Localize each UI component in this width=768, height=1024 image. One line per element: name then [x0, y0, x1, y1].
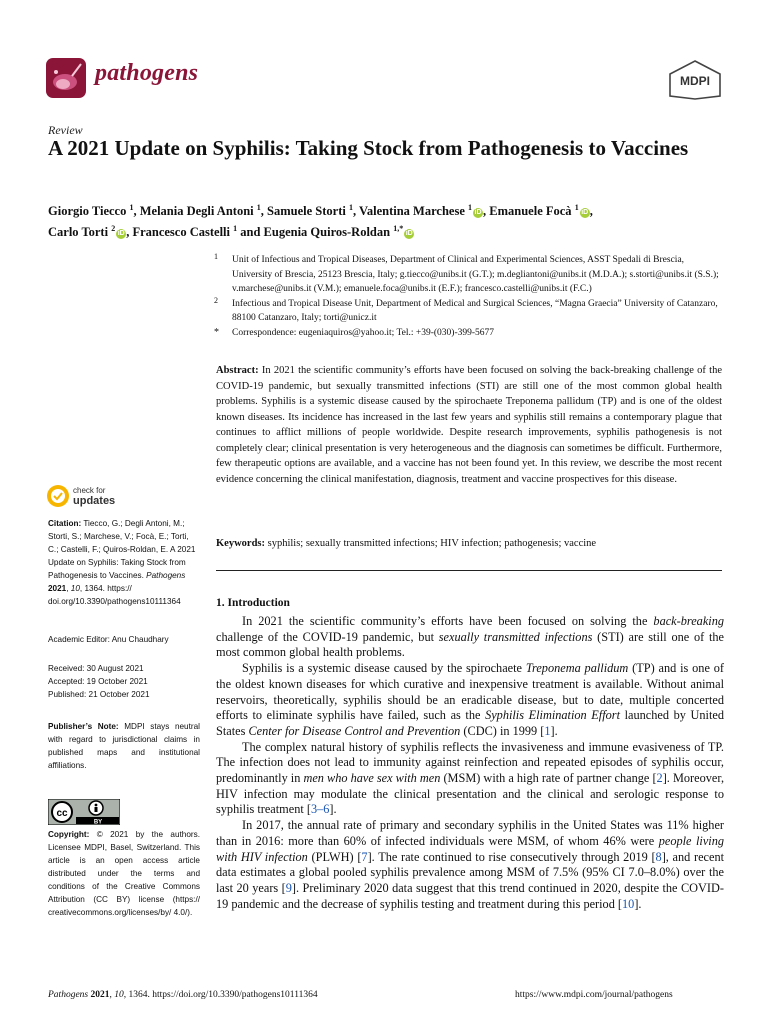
reference-link[interactable]: 7	[361, 849, 368, 864]
author-separator: ,	[260, 204, 268, 219]
orcid-icon[interactable]: iD	[117, 230, 125, 238]
author-affiliation-mark: 2	[111, 224, 116, 234]
author-affiliation-mark: 1	[468, 203, 473, 212]
author-name: Carlo Torti	[48, 225, 109, 240]
text-run: (MSM) with a high rate of partner change [	[440, 771, 657, 786]
mdpi-logo-text: MDPI	[680, 74, 710, 88]
citation-year: 2021	[48, 584, 67, 593]
footer-volume: 10	[114, 990, 124, 1000]
citation-text: Tiecco, G.; Degli Antoni, M.; Storti, S.; Marchese, V.; Focà, E.; Torti, C.; Castelli, F.; Quiros-Roldan, E. A 2021 Update on Syphilis: Taking Stock from Pathogenesis to Vaccines.	[48, 519, 196, 580]
footer-journal-url[interactable]: https://www.mdpi.com/journal/pathogens	[515, 990, 673, 1000]
received-date: Received: 30 August 2021	[48, 664, 144, 673]
publishers-note-label: Publisher’s Note:	[48, 722, 119, 731]
body-paragraph	[216, 661, 724, 740]
text-run: launched by United States	[216, 708, 724, 738]
author-name: Valentina Marchese	[358, 204, 465, 219]
author-affiliation-mark: 1	[233, 224, 238, 234]
footer-doi[interactable]: , 1364. https://doi.org/10.3390/pathogens10111364	[123, 990, 318, 1000]
journal-name: pathogens	[95, 60, 199, 86]
keywords	[216, 536, 722, 551]
citation-journal: Pathogens	[146, 571, 186, 580]
italic-term: Treponema pallidum	[525, 661, 629, 676]
publishers-note-text: MDPI stays neutral with regard to jurisdictional claims in published maps and institutional affiliations.	[48, 722, 200, 770]
author-affiliation-mark: 1,*	[393, 224, 404, 234]
orcid-icon[interactable]: iD	[405, 230, 413, 238]
text-run: challenge of the COVID-19 pandemic, but	[216, 629, 439, 644]
author-affiliation-mark: 1	[574, 203, 579, 212]
affiliation-mark: 1	[214, 252, 218, 261]
text-run: (TP) and is one of the oldest known diseases for which curative and inexpensive treatment is available. Without animal reservoirs, theoretically, syphilis should be an eradicable disease, but to date, multiple concerted efforts to eliminate syphilis have failed, such as the	[216, 661, 724, 723]
author-list	[48, 199, 728, 241]
author-name: Eugenia Quiros-Roldan	[263, 225, 391, 240]
text-run: ]. Moreover, HIV infection may modulate the clinical presentation and the clinical and serologic response to syphilis treatment [	[216, 771, 725, 817]
text-run: (STI) are still one of the most common global health problems.	[216, 629, 724, 660]
text-run: Syphilis is a systemic disease caused by the spirochaete	[242, 661, 526, 676]
footer-citation: Pathogens 2021, 10, 1364. https://doi.org/10.3390/pathogens10111364	[48, 990, 318, 1000]
publishers-note	[48, 720, 200, 772]
author-name: Giorgio Tiecco	[48, 204, 127, 219]
abstract-text: In 2021 the scientific community’s efforts have been focused on solving the back-breaking challenge of the COVID-19 pandemic, but sexually transmitted infections (STI) are still one of the most common global health problems. Syphilis is a systemic disease caused by the spirochaete Treponema pallidum (TP) and is one of the oldest known diseases. Its incidence has increased in the last few years and syphilis still remains a contemporary plague that continues to afflict millions of people worldwide. Despite research improvements, syphilis pathogenesis is not completely clear; clinical presentation is very heterogeneous and the diagnosis can sometimes be difficult. Furthermore, few therapeutic options are available, and a vaccine has not been found yet. In this review, we describe the most recent evidence concerning the clinical manifestation, diagnosis, treatment and vaccine prospectives for this disease.	[216, 365, 723, 485]
affiliation-text: Correspondence: eugeniaquiros@yahoo.it; Tel.: +39-(030)-399-5677	[232, 327, 495, 338]
text-run: In 2021 the scientific community’s efforts have been focused on solving the	[242, 614, 654, 628]
citation: Citation: Tiecco, G.; Degli Antoni, M.; Storti, S.; Marchese, V.; Focà, E.; Torti, C.; Castelli, F.; Quiros-Roldan, E. A 2021 Update on Syphilis: Taking Stock from Pathogenesis to Vaccines. Pathogens 2021, 10, 1364. https:// doi.org/10.3390/pathogens10111364	[48, 519, 196, 606]
published-date: Published: 21 October 2021	[48, 690, 150, 699]
copyright	[48, 828, 200, 919]
italic-term: men who have sex with men	[303, 771, 441, 786]
italic-term: sexually transmitted infections	[438, 629, 593, 644]
cc-by-license-icon[interactable]	[48, 799, 120, 825]
svg-text:cc: cc	[56, 808, 68, 819]
text-run: ]. Preliminary 2020 data suggest that this trend continued in 2020, despite the COVID-19 pandemic and the decrease of syphilis testing and treatment during this period [	[216, 880, 724, 911]
check-for-updates-badge[interactable]	[46, 484, 176, 514]
author-affiliation-mark: 1	[129, 203, 134, 212]
keywords-label: Keywords:	[216, 538, 265, 549]
text-run: ].	[329, 802, 337, 817]
body-text	[216, 614, 724, 912]
affiliation-text: Unit of Infectious and Tropical Diseases, Department of Clinical and Experimental Sciences, ASST Spedali di Brescia, University of Brescia, 25123 Brescia, Italy; g.tiecco@unibs.it (G.T.); m.degliantoni@unibs.it (M.D.A.); s.storti@unibs.it (S.S.); v.marchese@unibs.it (V.M.); emanuele.foca@unibs.it (E.F.); francesco.castelli@unibs.it (F.C.)	[232, 255, 719, 294]
divider-rule	[216, 570, 722, 571]
affiliations	[214, 253, 726, 340]
academic-editor: Academic Editor: Anu Chaudhary	[48, 635, 169, 644]
italic-term: Center for Disease Control and Prevention	[248, 723, 461, 738]
text-run: ].	[634, 896, 642, 911]
body-paragraph	[216, 740, 724, 819]
reference-link[interactable]: 10	[622, 896, 635, 911]
footer-year: 2021	[90, 990, 110, 1000]
author-separator: ,	[352, 204, 359, 219]
author-affiliation-mark: 1	[256, 203, 261, 212]
reference-link[interactable]: 3–6	[310, 802, 330, 817]
reference-link[interactable]: 2	[656, 771, 663, 786]
reference-link[interactable]: 8	[655, 849, 662, 864]
citation-label: Citation:	[48, 519, 82, 528]
check-updates-line1: check for	[73, 486, 106, 495]
footer-journal: Pathogens	[48, 990, 89, 1000]
affiliation-mark: *	[214, 326, 219, 338]
orcid-icon[interactable]: iD	[474, 209, 482, 217]
affiliation-mark: 2	[214, 295, 218, 305]
body-paragraph	[216, 614, 724, 661]
affiliation-item	[214, 297, 726, 326]
author-name: Francesco Castelli	[132, 225, 230, 240]
mdpi-logo-icon	[668, 60, 722, 100]
author-separator: and	[237, 225, 264, 240]
text-run: ], and recent data estimates a global pooled syphilis prevalence among MSM of 7.5% (95% CI 7.0–8.0%) over the last 20 years [	[216, 849, 725, 895]
check-updates-line2: updates	[73, 495, 116, 507]
abstract-label: Abstract:	[216, 365, 259, 376]
accepted-date: Accepted: 19 October 2021	[48, 677, 148, 686]
author-separator: ,	[483, 204, 490, 219]
cc-badge-text: BY	[93, 819, 103, 825]
italic-term: Syphilis Elimination Effort	[485, 708, 620, 723]
orcid-icon[interactable]: iD	[581, 209, 589, 217]
author-separator: ,	[589, 204, 593, 219]
body-paragraph	[216, 818, 724, 912]
affiliation-text: Infectious and Tropical Disease Unit, Department of Medical and Surgical Sciences, “Magna Graecia” University of Catanzaro, 88100 Catanzaro, Italy; torti@unicz.it	[232, 298, 718, 323]
article-title: A 2021 Update on Syphilis: Taking Stock from Pathogenesis to Vaccines	[48, 136, 689, 160]
text-run: (CDC) in 1999 [	[460, 723, 545, 738]
dates	[48, 662, 200, 701]
text-run: (PLWH) [	[307, 849, 362, 864]
italic-term: back-breaking	[653, 614, 724, 628]
italic-term: people living with HIV infection	[216, 833, 725, 864]
text-run: In 2017, the annual rate of primary and secondary syphilis in the United States was 11% higher than in 2016: more than 60% of infected individuals were MSM, of whom 46% were	[216, 818, 724, 848]
affiliation-item	[214, 253, 726, 297]
citation-doi[interactable]: , 1364. https:// doi.org/10.3390/pathogens10111364	[48, 584, 181, 606]
reference-link[interactable]: 1	[544, 723, 551, 738]
text-run: ].	[550, 723, 558, 738]
pathogens-logo-icon	[46, 58, 86, 98]
citation-volume: 10	[70, 584, 80, 593]
copyright-label: Copyright:	[48, 830, 90, 839]
reference-link[interactable]: 9	[285, 880, 292, 895]
check-updates-icon	[46, 484, 70, 508]
text-run: The complex natural history of syphilis reflects the invasiveness and immune evasiveness of TP. The infection does not lead to immunity against reinfection and repeated episodes of syphilis occur, predominantly in	[216, 739, 724, 786]
keywords-text: syphilis; sexually transmitted infections; HIV infection; pathogenesis; vaccine	[267, 538, 597, 549]
author-separator: ,	[133, 204, 140, 219]
author-affiliation-mark: 1	[348, 203, 353, 212]
author-name: Melania Degli Antoni	[139, 204, 254, 219]
author-name: Emanuele Focà	[489, 204, 572, 219]
affiliation-item	[214, 326, 726, 341]
text-run: ]. The rate continued to rise consecutively through 2019 [	[367, 849, 656, 864]
section-heading: 1. Introduction	[216, 597, 290, 609]
abstract	[216, 363, 722, 487]
author-separator: ,	[126, 225, 133, 240]
copyright-text: © 2021 by the authors. Licensee MDPI, Basel, Switzerland. This article is an open access article distributed under the terms and conditions of the Creative Commons Attribution (CC BY) license (https:// creativecommons.org/licenses/by/ 4.0/).	[48, 830, 200, 917]
article-type: Review	[48, 123, 83, 137]
author-name: Samuele Storti	[267, 204, 346, 219]
